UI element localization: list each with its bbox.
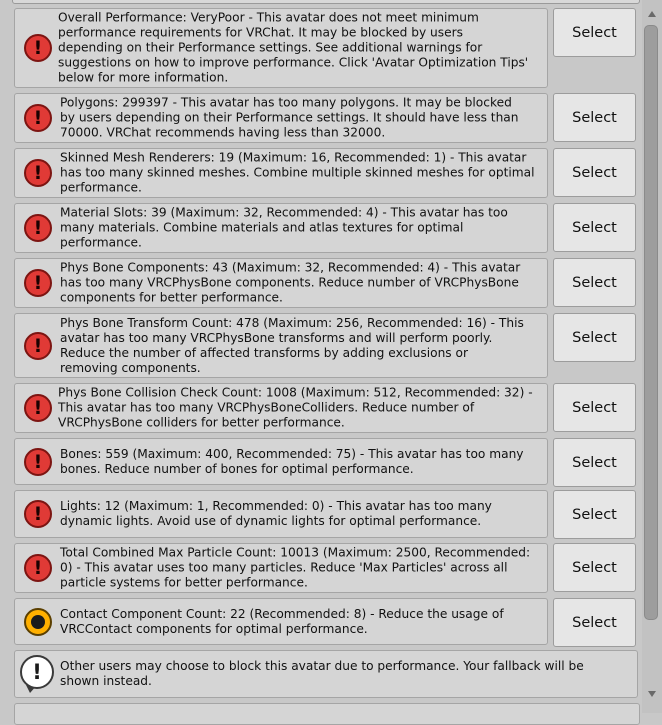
message-overall-performance — [14, 8, 548, 88]
error-icon: ! — [24, 104, 52, 132]
info-message-text: Other users may choose to block this avatar due to performance. Your fallback will be shown instead. — [60, 659, 584, 688]
message-phys-bone-collision-check-count — [14, 383, 548, 433]
warning-icon — [24, 608, 52, 636]
select-button-phys-bone-components[interactable]: Select — [553, 258, 636, 307]
message-lights — [14, 490, 548, 538]
select-button-polygons[interactable]: Select — [553, 93, 636, 142]
message-text: Skinned Mesh Renderers: 19 (Maximum: 16, Recommended: 1) - This avatar has too many skinned meshes. Combine multiple skinned meshes for optimal performance. — [60, 150, 535, 195]
message-phys-bone-transform-count — [14, 313, 548, 378]
select-button-lights[interactable]: Select — [553, 490, 636, 539]
next-panel-edge — [14, 703, 640, 725]
select-button-phys-bone-transform-count[interactable]: Select — [553, 313, 636, 362]
select-button-bones[interactable]: Select — [553, 438, 636, 487]
select-button-phys-bone-collision-check-count[interactable]: Select — [553, 383, 636, 432]
message-text: Lights: 12 (Maximum: 1, Recommended: 0) - This avatar has too many dynamic lights. Avoid use of dynamic lights for optimal performance. — [60, 499, 492, 528]
message-text: Contact Component Count: 22 (Recommended: 8) - Reduce the usage of VRCContact components for optimal performance. — [60, 606, 504, 636]
error-icon: ! — [24, 500, 52, 528]
message-skinned-mesh-renderers — [14, 148, 548, 198]
message-phys-bone-components — [14, 258, 548, 308]
error-icon: ! — [24, 214, 52, 242]
error-icon: ! — [24, 394, 52, 422]
error-icon: ! — [24, 269, 52, 297]
message-material-slots — [14, 203, 548, 253]
message-text: Phys Bone Components: 43 (Maximum: 32, Recommended: 4) - This avatar has too many VRCPhysBone components. Reduce number of VRCPhysBone components for better performance. — [60, 260, 521, 305]
error-icon: ! — [24, 448, 52, 476]
scroll-down-arrow-icon[interactable] — [648, 691, 656, 697]
select-button-material-slots[interactable]: Select — [553, 203, 636, 252]
scrollbar-thumb[interactable] — [644, 25, 658, 620]
message-text: Overall Performance: VeryPoor - This avatar does not meet minimum performance requirements for VRChat. It may be blocked by users depending on their Performance settings. See additional warnings for suggestions on how to improve performance. Click 'Avatar Optimization Tips' below for more information. — [58, 10, 529, 85]
message-text: Total Combined Max Particle Count: 10013 (Maximum: 2500, Recommended: 0) - This avatar uses too many particles. Reduce 'Max Particles' across all particle systems for better performance. — [60, 545, 531, 590]
error-icon: ! — [24, 34, 52, 62]
message-max-particle-count — [14, 543, 548, 593]
message-text: Phys Bone Collision Check Count: 1008 (Maximum: 512, Recommended: 32) - This avatar has too many VRCPhysBoneColliders. Reduce number of VRCPhysBone colliders for better performance. — [58, 385, 533, 430]
message-text: Bones: 559 (Maximum: 400, Recommended: 75) - This avatar has too many bones. Reduce number of bones for optimal performance. — [60, 446, 524, 476]
info-bubble-icon: ! — [20, 655, 54, 689]
message-bones — [14, 438, 548, 485]
error-icon: ! — [24, 332, 52, 360]
error-icon: ! — [24, 554, 52, 582]
message-polygons — [14, 93, 548, 143]
message-text: Phys Bone Transform Count: 478 (Maximum: 256, Recommended: 16) - This avatar has too many VRCPhysBone transforms and will perform poorly. Reduce the number of affected transforms by adding exclusions or removing components. — [60, 315, 524, 375]
select-button-skinned-mesh-renderers[interactable]: Select — [553, 148, 636, 197]
message-contact-component-count — [14, 598, 548, 645]
select-button-overall-performance[interactable]: Select — [553, 8, 636, 57]
info-message-fallback — [14, 650, 638, 698]
vertical-scrollbar[interactable] — [642, 0, 662, 713]
scroll-up-arrow-icon[interactable] — [648, 11, 656, 17]
select-button-max-particle-count[interactable]: Select — [553, 543, 636, 592]
error-icon: ! — [24, 159, 52, 187]
message-text: Material Slots: 39 (Maximum: 32, Recommended: 4) - This avatar has too many materials. Combine materials and atlas textures for optimal performance. — [60, 205, 508, 250]
message-text: Polygons: 299397 - This avatar has too many polygons. It may be blocked by users depending on their Performance settings. It should have less than 70000. VRChat recommends having less than 32000. — [60, 95, 519, 140]
select-button-contact-component-count[interactable]: Select — [553, 598, 636, 647]
